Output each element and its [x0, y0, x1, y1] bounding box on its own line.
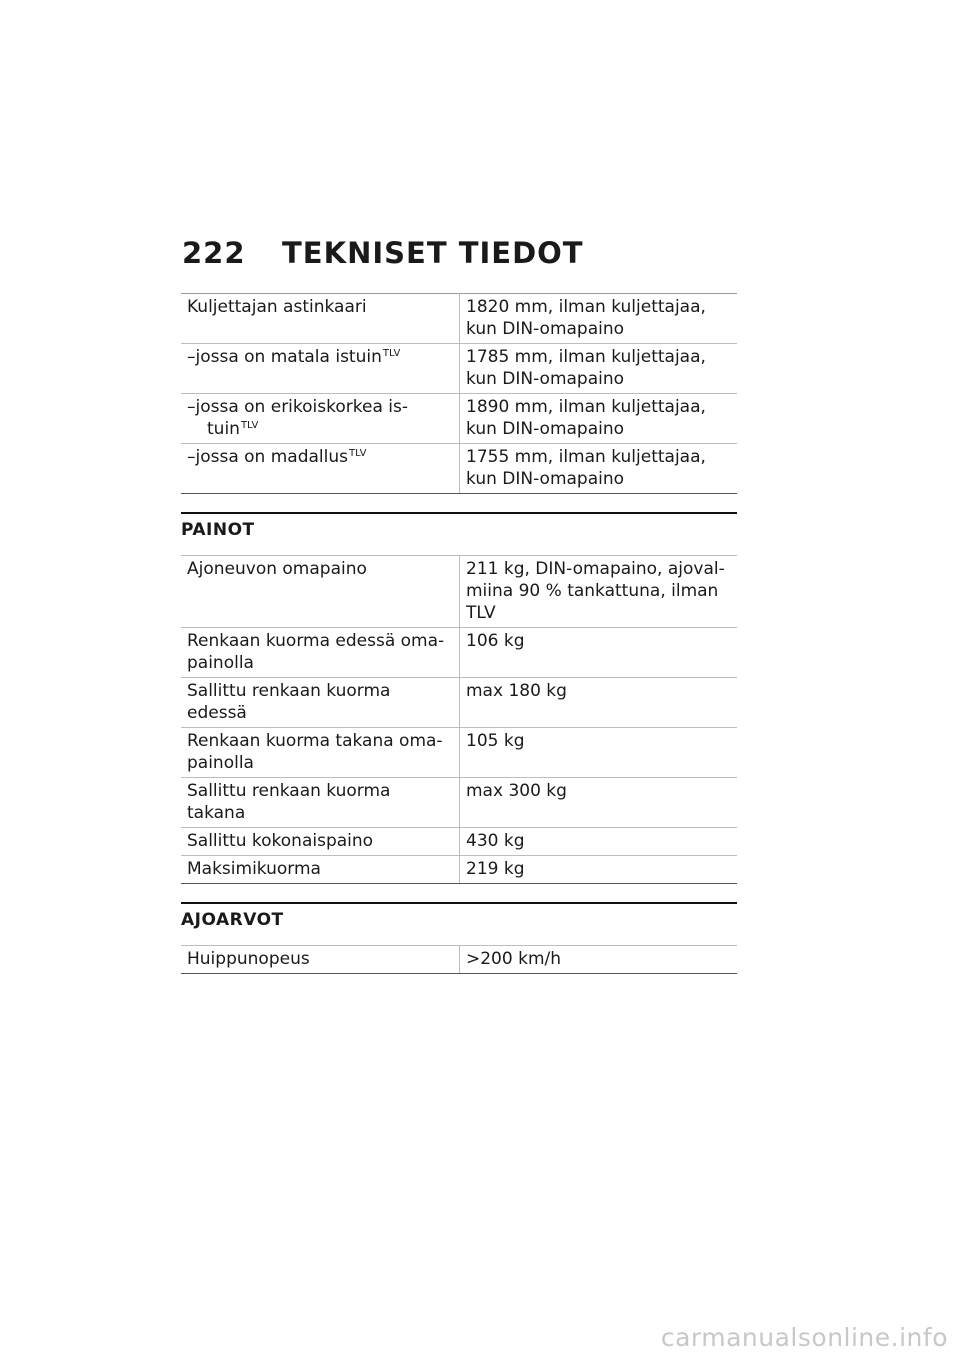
row-label: Sallittu renkaan kuorma edessä [181, 678, 460, 728]
table-row [181, 778, 737, 828]
row-value: 211 kg, DIN-omapaino, ajoval-miina 90 % tankattuna, ilman TLV [460, 556, 738, 628]
section-heading-weights: PAINOT [181, 520, 255, 540]
section-spacer [181, 934, 737, 945]
row-label [181, 444, 460, 494]
performance-table [181, 945, 737, 974]
row-label: Sallittu kokonaispaino [181, 828, 460, 856]
row-label: Sallittu renkaan kuorma takana [181, 778, 460, 828]
table-row [181, 556, 737, 628]
page-content [181, 293, 737, 974]
row-label [181, 344, 460, 394]
table-row [181, 394, 737, 444]
row-value: 1785 mm, ilman kuljettajaa, kun DIN-omapaino [460, 344, 738, 394]
row-label [181, 294, 460, 344]
row-value: 1755 mm, ilman kuljettajaa, kun DIN-omapaino [460, 444, 738, 494]
table-row [181, 344, 737, 394]
watermark-text: carmanualsonline.info [660, 1323, 948, 1352]
row-value: >200 km/h [460, 946, 738, 974]
tlv-superscript: TLV [240, 420, 259, 431]
table-row [181, 628, 737, 678]
row-value: max 180 kg [460, 678, 738, 728]
section-heading-performance: AJOARVOT [181, 910, 284, 930]
row-label: Renkaan kuorma takana oma-painolla [181, 728, 460, 778]
table-row [181, 444, 737, 494]
row-label: Ajoneuvon omapaino [181, 556, 460, 628]
row-value: 219 kg [460, 856, 738, 884]
row-label [181, 394, 460, 444]
row-label-text: –jossa on matala istuin [187, 347, 382, 367]
row-label: Maksimikuorma [181, 856, 460, 884]
row-label-text: Kuljettajan astinkaari [187, 297, 367, 317]
table-row [181, 294, 737, 344]
page-number: 222 [182, 236, 246, 270]
row-label: Renkaan kuorma edessä oma-painolla [181, 628, 460, 678]
tlv-superscript: TLV [349, 448, 367, 459]
row-value: 1890 mm, ilman kuljettajaa, kun DIN-omapaino [460, 394, 738, 444]
row-value: 106 kg [460, 628, 738, 678]
row-value: max 300 kg [460, 778, 738, 828]
row-value: 430 kg [460, 828, 738, 856]
table-row [181, 678, 737, 728]
row-value: 1820 mm, ilman kuljettajaa, kun DIN-omapaino [460, 294, 738, 344]
row-label-text: –jossa on madallus [187, 447, 349, 467]
page-title: TEKNISET TIEDOT [282, 236, 584, 270]
table-row [181, 828, 737, 856]
section-spacer [181, 544, 737, 555]
table-row [181, 946, 737, 974]
row-value: 105 kg [460, 728, 738, 778]
dimensions-table [181, 293, 737, 494]
row-label: Huippunopeus [181, 946, 460, 974]
weights-table [181, 555, 737, 884]
tlv-superscript: TLV [382, 348, 401, 359]
page-header [182, 236, 742, 280]
table-row [181, 856, 737, 884]
table-row [181, 728, 737, 778]
row-label-text: –jossa on erikoiskorkea is-tuin [187, 397, 408, 439]
